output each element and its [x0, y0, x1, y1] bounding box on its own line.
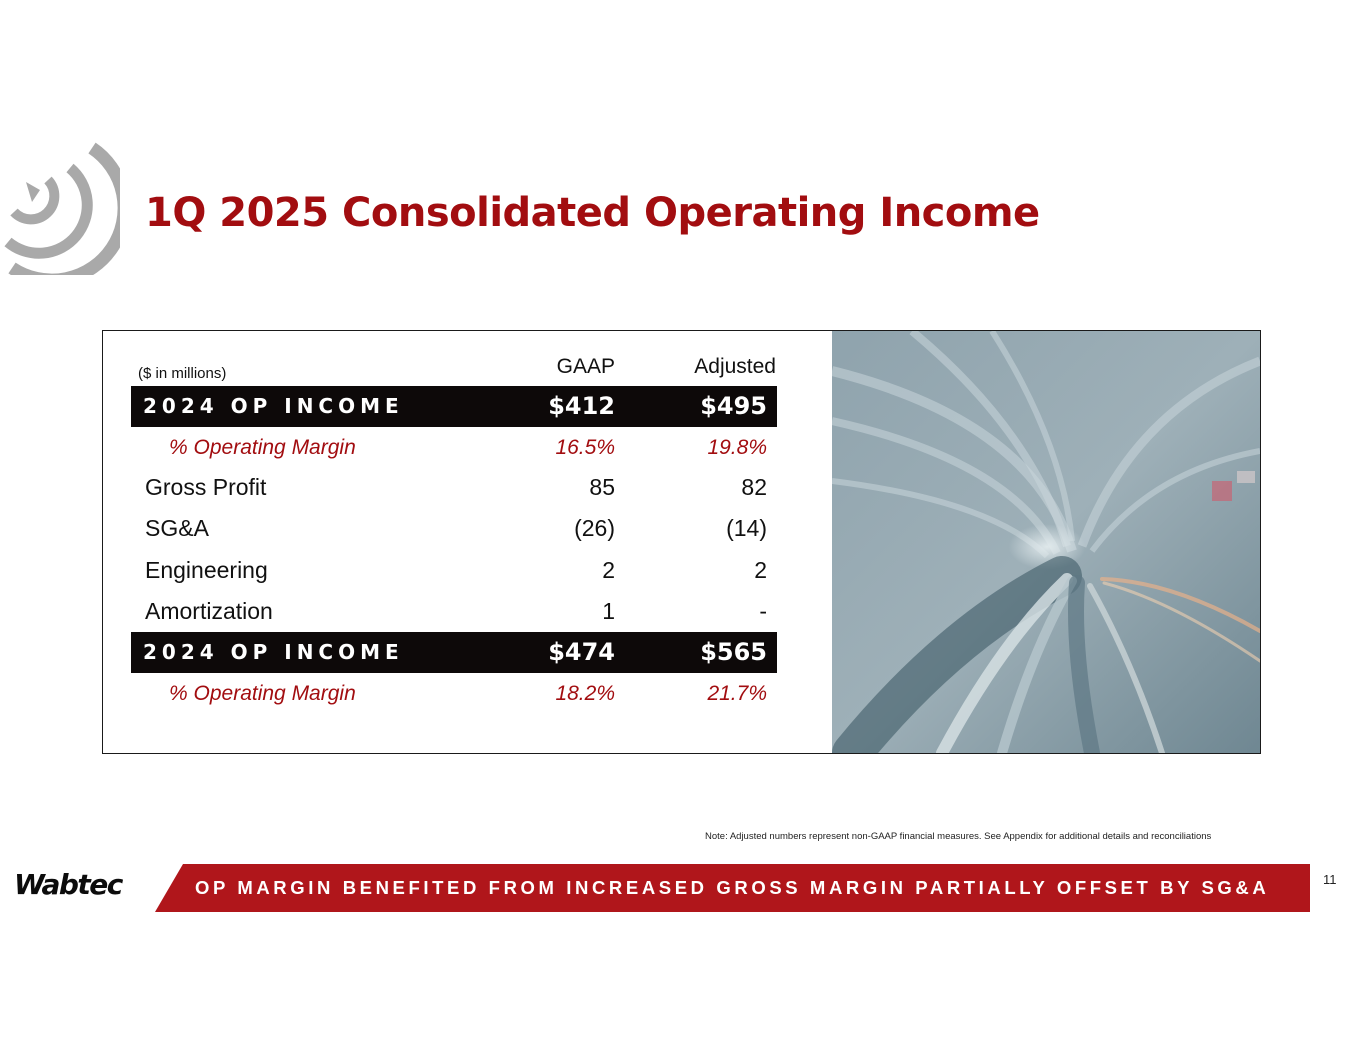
- row-label: % Operating Margin: [169, 436, 356, 459]
- table-row-gross-profit: [131, 467, 777, 508]
- column-header-adjusted: Adjusted: [694, 355, 776, 378]
- gaap-value: (26): [574, 515, 615, 541]
- table-row-engineering: [131, 550, 777, 591]
- units-label: ($ in millions): [138, 365, 227, 382]
- wabtec-logo: Wabtec: [14, 868, 122, 901]
- adjusted-value: 2: [754, 557, 767, 583]
- adjusted-value: (14): [726, 515, 767, 541]
- row-label: 2024 OP INCOME: [143, 640, 404, 664]
- table-row-margin: [131, 427, 777, 468]
- gaap-value: 85: [589, 474, 615, 500]
- adjusted-value: 19.8%: [707, 436, 767, 459]
- wabtec-circle-logo-icon: [0, 140, 120, 275]
- table-row-2024-op-income: [131, 632, 777, 673]
- takeaway-banner-text: OP MARGIN BENEFITED FROM INCREASED GROSS MARGIN PARTIALLY OFFSET BY SG&A: [195, 877, 1270, 898]
- row-label: Engineering: [145, 557, 268, 583]
- row-label: SG&A: [145, 515, 209, 541]
- footnote: Note: Adjusted numbers represent non-GAAP financial measures. See Appendix for additional details and reconciliations: [705, 831, 1212, 842]
- table-row-margin: [131, 673, 777, 714]
- row-label: Amortization: [145, 598, 273, 624]
- table-row-sga: [131, 508, 777, 549]
- gaap-value: 16.5%: [555, 436, 615, 459]
- train-tunnel-motion-photo: [832, 331, 1260, 753]
- gaap-value: $474: [548, 638, 615, 666]
- adjusted-value: $565: [700, 638, 767, 666]
- adjusted-value: 21.7%: [707, 682, 767, 705]
- gaap-value: 2: [602, 557, 615, 583]
- adjusted-value: 82: [741, 474, 767, 500]
- row-label: 2024 OP INCOME: [143, 394, 404, 418]
- row-label: % Operating Margin: [169, 682, 356, 705]
- table-row-amortization: [131, 591, 777, 632]
- column-header-gaap: GAAP: [556, 355, 615, 378]
- row-label: Gross Profit: [145, 474, 267, 500]
- gaap-value: 1: [602, 598, 615, 624]
- table-row-2024-op-income: [131, 386, 777, 427]
- adjusted-value: $495: [700, 392, 767, 420]
- gaap-value: 18.2%: [555, 682, 615, 705]
- adjusted-value: -: [759, 598, 767, 624]
- gaap-value: $412: [548, 392, 615, 420]
- slide-title: 1Q 2025 Consolidated Operating Income: [145, 190, 1040, 236]
- operating-income-panel: [102, 330, 1261, 754]
- page-number: 11: [1323, 872, 1337, 887]
